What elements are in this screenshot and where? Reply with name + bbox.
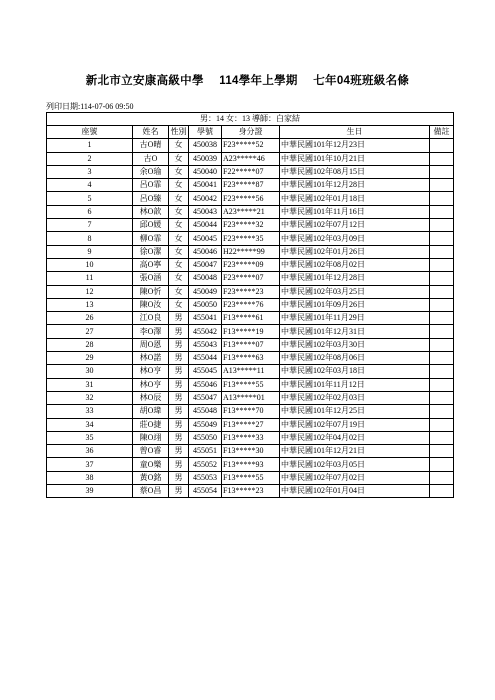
gender: 女 — [169, 272, 189, 285]
birthday: 中華民國102年02月03日 — [280, 391, 430, 404]
gender: 男 — [169, 458, 189, 471]
gender: 女 — [169, 298, 189, 311]
table-row — [47, 458, 454, 471]
national-id: F23*****56 — [222, 192, 280, 205]
table-row — [47, 152, 454, 165]
student-id: 455041 — [189, 312, 222, 325]
national-id: A13*****01 — [222, 391, 280, 404]
student-name: 余O瑜 — [133, 165, 169, 178]
student-name: 林O辰 — [133, 391, 169, 404]
seat-number: 28 — [47, 338, 133, 351]
table-row — [47, 325, 454, 338]
birthday: 中華民國102年07月19日 — [280, 418, 430, 431]
national-id: F23*****32 — [222, 219, 280, 232]
seat-number: 11 — [47, 272, 133, 285]
student-name: 陳O忻 — [133, 285, 169, 298]
gender: 女 — [169, 152, 189, 165]
seat-number: 36 — [47, 445, 133, 458]
national-id: F13*****70 — [222, 405, 280, 418]
birthday: 中華民國102年07月12日 — [280, 219, 430, 232]
national-id: F13*****93 — [222, 458, 280, 471]
national-id: F13*****55 — [222, 471, 280, 484]
remarks — [430, 471, 454, 484]
table-row — [47, 405, 454, 418]
seat-number: 27 — [47, 325, 133, 338]
birthday: 中華民國101年11月12日 — [280, 378, 430, 391]
seat-number: 1 — [47, 139, 133, 152]
table-row — [47, 179, 454, 192]
table-row — [47, 378, 454, 391]
class-roster-table — [46, 112, 454, 498]
table-row — [47, 298, 454, 311]
national-id: F22*****07 — [222, 165, 280, 178]
remarks — [430, 485, 454, 498]
gender: 男 — [169, 445, 189, 458]
table-row — [47, 219, 454, 232]
remarks — [430, 245, 454, 258]
remarks — [430, 365, 454, 378]
gender: 男 — [169, 325, 189, 338]
remarks — [430, 232, 454, 245]
student-id: 455046 — [189, 378, 222, 391]
remarks — [430, 338, 454, 351]
student-name: 邱O媛 — [133, 219, 169, 232]
gender: 女 — [169, 192, 189, 205]
term-label: 114學年上學期 — [219, 75, 298, 87]
remarks — [430, 298, 454, 311]
birthday: 中華民國101年12月28日 — [280, 272, 430, 285]
student-id: 455051 — [189, 445, 222, 458]
student-name: 江O良 — [133, 312, 169, 325]
national-id: F23*****35 — [222, 232, 280, 245]
seat-number: 4 — [47, 179, 133, 192]
column-header-student-id: 學號 — [189, 126, 222, 139]
student-id: 450046 — [189, 245, 222, 258]
student-id: 450044 — [189, 219, 222, 232]
table-row — [47, 391, 454, 404]
national-id: F23*****09 — [222, 258, 280, 271]
column-header-national-id: 身分證 — [222, 126, 280, 139]
school-name: 新北市立安康高級中學 — [85, 75, 204, 87]
student-id: 455042 — [189, 325, 222, 338]
national-id: F13*****07 — [222, 338, 280, 351]
student-id: 450050 — [189, 298, 222, 311]
remarks — [430, 179, 454, 192]
seat-number: 34 — [47, 418, 133, 431]
gender: 女 — [169, 219, 189, 232]
birthday: 中華民國102年03月25日 — [280, 285, 430, 298]
seat-number: 35 — [47, 431, 133, 444]
student-name: 陳O汝 — [133, 298, 169, 311]
print-date: 列印日期:114-07-06 09:50 — [46, 102, 134, 111]
remarks — [430, 258, 454, 271]
remarks — [430, 378, 454, 391]
column-header-birthday: 生日 — [280, 126, 430, 139]
student-name: 林O亨 — [133, 365, 169, 378]
seat-number: 37 — [47, 458, 133, 471]
student-name: 呂O霏 — [133, 179, 169, 192]
student-name: 古O晴 — [133, 139, 169, 152]
student-name: 古O — [133, 152, 169, 165]
student-id: 450038 — [189, 139, 222, 152]
remarks — [430, 418, 454, 431]
seat-number: 26 — [47, 312, 133, 325]
student-id: 455050 — [189, 431, 222, 444]
seat-number: 29 — [47, 352, 133, 365]
student-name: 林O歆 — [133, 205, 169, 218]
student-id: 455049 — [189, 418, 222, 431]
table-row — [47, 245, 454, 258]
birthday: 中華民國101年12月28日 — [280, 179, 430, 192]
seat-number: 3 — [47, 165, 133, 178]
birthday: 中華民國102年08月15日 — [280, 165, 430, 178]
seat-number: 6 — [47, 205, 133, 218]
student-name: 胡O瑋 — [133, 405, 169, 418]
seat-number: 5 — [47, 192, 133, 205]
table-row — [47, 285, 454, 298]
seat-number: 31 — [47, 378, 133, 391]
student-id: 450048 — [189, 272, 222, 285]
seat-number: 30 — [47, 365, 133, 378]
birthday: 中華民國101年11月16日 — [280, 205, 430, 218]
seat-number: 12 — [47, 285, 133, 298]
table-row — [47, 192, 454, 205]
birthday: 中華民國102年03月09日 — [280, 232, 430, 245]
birthday: 中華民國102年08月06日 — [280, 352, 430, 365]
student-id: 455052 — [189, 458, 222, 471]
remarks — [430, 285, 454, 298]
gender: 男 — [169, 338, 189, 351]
national-id: A23*****46 — [222, 152, 280, 165]
gender: 男 — [169, 352, 189, 365]
seat-number: 7 — [47, 219, 133, 232]
table-row — [47, 431, 454, 444]
remarks — [430, 192, 454, 205]
national-id: F13*****55 — [222, 378, 280, 391]
national-id: A23*****21 — [222, 205, 280, 218]
student-id: 455045 — [189, 365, 222, 378]
student-id: 455043 — [189, 338, 222, 351]
table-row — [47, 139, 454, 152]
table-row — [47, 272, 454, 285]
birthday: 中華民國102年03月05日 — [280, 458, 430, 471]
header-row — [47, 126, 454, 139]
column-header-seat: 座號 — [47, 126, 133, 139]
table-row — [47, 258, 454, 271]
seat-number: 32 — [47, 391, 133, 404]
student-id: 450039 — [189, 152, 222, 165]
birthday: 中華民國102年03月18日 — [280, 365, 430, 378]
birthday: 中華民國101年12月25日 — [280, 405, 430, 418]
gender: 男 — [169, 405, 189, 418]
remarks — [430, 272, 454, 285]
student-name: 莊O捷 — [133, 418, 169, 431]
seat-number: 39 — [47, 485, 133, 498]
gender: 女 — [169, 232, 189, 245]
seat-number: 38 — [47, 471, 133, 484]
gender: 男 — [169, 471, 189, 484]
student-id: 455054 — [189, 485, 222, 498]
national-id: A13*****11 — [222, 365, 280, 378]
gender: 男 — [169, 391, 189, 404]
remarks — [430, 445, 454, 458]
national-id: H22*****99 — [222, 245, 280, 258]
gender: 男 — [169, 365, 189, 378]
table-row — [47, 445, 454, 458]
student-name: 高O寧 — [133, 258, 169, 271]
birthday: 中華民國101年12月21日 — [280, 445, 430, 458]
seat-number: 33 — [47, 405, 133, 418]
national-id: F13*****33 — [222, 431, 280, 444]
gender: 女 — [169, 165, 189, 178]
gender: 女 — [169, 205, 189, 218]
national-id: F23*****87 — [222, 179, 280, 192]
national-id: F13*****61 — [222, 312, 280, 325]
student-id: 455047 — [189, 391, 222, 404]
remarks — [430, 219, 454, 232]
national-id: F13*****27 — [222, 418, 280, 431]
column-header-name: 姓名 — [133, 126, 169, 139]
birthday: 中華民國102年08月02日 — [280, 258, 430, 271]
table-row — [47, 365, 454, 378]
remarks — [430, 325, 454, 338]
seat-number: 10 — [47, 258, 133, 271]
table-row — [47, 352, 454, 365]
student-id: 455048 — [189, 405, 222, 418]
student-name: 張O涵 — [133, 272, 169, 285]
student-id: 450041 — [189, 179, 222, 192]
gender: 男 — [169, 485, 189, 498]
student-id: 450049 — [189, 285, 222, 298]
gender: 男 — [169, 312, 189, 325]
student-id: 450045 — [189, 232, 222, 245]
class-summary: 男：14 女：13 導師：白家結 — [47, 113, 454, 126]
remarks — [430, 431, 454, 444]
national-id: F23*****23 — [222, 285, 280, 298]
student-id: 450042 — [189, 192, 222, 205]
table-row — [47, 471, 454, 484]
student-name: 蔡O昌 — [133, 485, 169, 498]
national-id: F23*****76 — [222, 298, 280, 311]
table-row — [47, 338, 454, 351]
birthday: 中華民國101年12月23日 — [280, 139, 430, 152]
student-name: 陳O翊 — [133, 431, 169, 444]
student-name: 林O諾 — [133, 352, 169, 365]
student-id: 450040 — [189, 165, 222, 178]
remarks — [430, 391, 454, 404]
remarks — [430, 165, 454, 178]
remarks — [430, 312, 454, 325]
remarks — [430, 139, 454, 152]
student-name: 童O樂 — [133, 458, 169, 471]
table-row — [47, 312, 454, 325]
birthday: 中華民國101年12月31日 — [280, 325, 430, 338]
birthday: 中華民國101年09月26日 — [280, 298, 430, 311]
student-name: 周O恩 — [133, 338, 169, 351]
class-roster-label: 七年04班班級名條 — [313, 75, 410, 87]
student-name: 曾O睿 — [133, 445, 169, 458]
document-title — [0, 72, 495, 88]
gender: 男 — [169, 431, 189, 444]
student-name: 林O亨 — [133, 378, 169, 391]
birthday: 中華民國102年01月26日 — [280, 245, 430, 258]
national-id: F13*****30 — [222, 445, 280, 458]
gender: 女 — [169, 179, 189, 192]
table-row — [47, 485, 454, 498]
column-header-remarks: 備註 — [430, 126, 454, 139]
seat-number: 2 — [47, 152, 133, 165]
student-id: 455044 — [189, 352, 222, 365]
table-row — [47, 205, 454, 218]
birthday: 中華民國101年11月29日 — [280, 312, 430, 325]
student-name: 黃O銘 — [133, 471, 169, 484]
student-id: 450047 — [189, 258, 222, 271]
national-id: F23*****52 — [222, 139, 280, 152]
remarks — [430, 205, 454, 218]
national-id: F13*****63 — [222, 352, 280, 365]
table-row — [47, 232, 454, 245]
birthday: 中華民國102年01月04日 — [280, 485, 430, 498]
birthday: 中華民國102年07月02日 — [280, 471, 430, 484]
table-row — [47, 165, 454, 178]
seat-number: 13 — [47, 298, 133, 311]
student-name: 徐O潔 — [133, 245, 169, 258]
birthday: 中華民國102年03月30日 — [280, 338, 430, 351]
table-row — [47, 418, 454, 431]
remarks — [430, 458, 454, 471]
national-id: F13*****23 — [222, 485, 280, 498]
national-id: F23*****07 — [222, 272, 280, 285]
student-id: 450043 — [189, 205, 222, 218]
gender: 男 — [169, 378, 189, 391]
seat-number: 8 — [47, 232, 133, 245]
birthday: 中華民國102年01月18日 — [280, 192, 430, 205]
summary-row — [47, 113, 454, 126]
national-id: F13*****19 — [222, 325, 280, 338]
remarks — [430, 152, 454, 165]
gender: 女 — [169, 245, 189, 258]
remarks — [430, 405, 454, 418]
column-header-gender: 性別 — [169, 126, 189, 139]
student-name: 李O澤 — [133, 325, 169, 338]
seat-number: 9 — [47, 245, 133, 258]
gender: 女 — [169, 139, 189, 152]
student-name: 柳O霏 — [133, 232, 169, 245]
birthday: 中華民國102年04月02日 — [280, 431, 430, 444]
student-id: 455053 — [189, 471, 222, 484]
gender: 男 — [169, 418, 189, 431]
gender: 女 — [169, 285, 189, 298]
gender: 女 — [169, 258, 189, 271]
student-name: 呂O臻 — [133, 192, 169, 205]
remarks — [430, 352, 454, 365]
birthday: 中華民國101年10月21日 — [280, 152, 430, 165]
